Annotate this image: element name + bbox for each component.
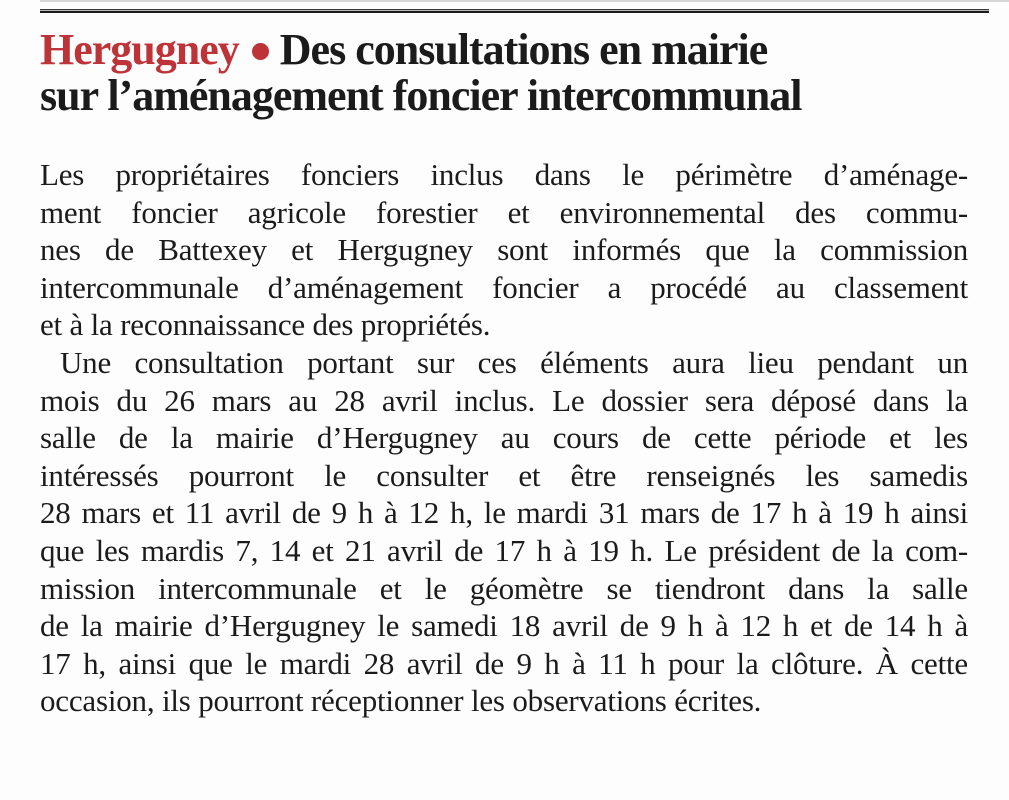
kicker-commune-name: Hergugney bbox=[40, 25, 239, 74]
body-line: nes de Battexey et Hergugney sont informés que la commission bbox=[40, 232, 968, 268]
body-line: 28 mars et 11 avril de 9 h à 12 h, le mardi 31 mars de 17 h à 19 h ainsi bbox=[40, 495, 968, 531]
body-line: Une consultation portant sur ces éléments aura lieu pendant un bbox=[60, 344, 968, 380]
body-line: occasion, ils pourront réceptionner les observations écrites. bbox=[40, 683, 762, 719]
headline-line-2: sur l’aménagement foncier intercommunal bbox=[40, 71, 802, 120]
body-line: Les propriétaires fonciers inclus dans le périmètre d’aménage- bbox=[40, 157, 968, 192]
body-line: intercommunale d’aménagement foncier a procédé au classement bbox=[40, 269, 968, 305]
article-top-rule bbox=[40, 9, 989, 13]
body-line: que les mardis 7, 14 et 21 avril de 17 h à 19 h. Le président de la com- bbox=[40, 532, 968, 568]
body-line: intéressés pourront le consulter et être renseignés les samedis bbox=[40, 457, 968, 493]
body-line: mois du 26 mars au 28 avril inclus. Le dossier sera déposé dans la bbox=[40, 382, 968, 418]
paragraph bbox=[40, 344, 968, 720]
headline-text-line-1: Des consultations en mairie bbox=[279, 25, 768, 74]
body-line: de la mairie d’Hergugney le samedi 18 avril de 9 h à 12 h et de 14 h à bbox=[40, 608, 968, 644]
top-hairline-divider bbox=[40, 0, 1009, 2]
bullet-separator-icon bbox=[252, 43, 269, 60]
paragraph bbox=[40, 156, 968, 344]
headline-line-1 bbox=[40, 27, 990, 73]
body-line: salle de la mairie d’Hergugney au cours de cette période et les bbox=[40, 420, 968, 456]
body-line: 17 h, ainsi que le mardi 28 avril de 9 h à 11 h pour la clôture. À cette bbox=[40, 645, 968, 681]
body-line: mission intercommunale et le géomètre se tiendront dans la salle bbox=[40, 570, 968, 606]
article-body bbox=[40, 156, 968, 720]
headline bbox=[40, 27, 990, 119]
body-line: et à la reconnaissance des propriétés. bbox=[40, 307, 491, 343]
body-line: ment foncier agricole forestier et environnemental des commu- bbox=[40, 194, 968, 230]
